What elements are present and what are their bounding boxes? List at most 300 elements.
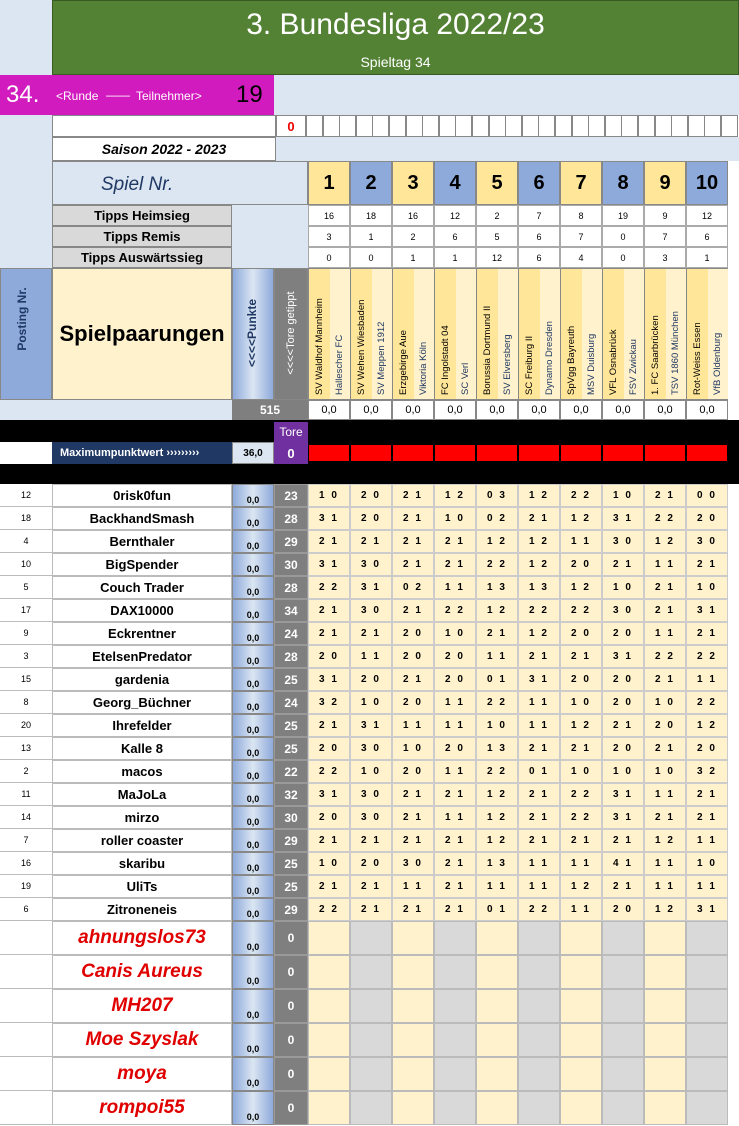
tip-cell[interactable]: 2 0 <box>350 484 392 507</box>
tip-cell[interactable]: 2 1 <box>434 783 476 806</box>
tip-cell[interactable]: 2 0 <box>392 622 434 645</box>
empty-tip-cell[interactable] <box>434 955 476 989</box>
empty-tip-cell[interactable] <box>350 921 392 955</box>
tip-cell[interactable]: 2 2 <box>308 576 350 599</box>
empty-tip-cell[interactable] <box>560 955 602 989</box>
tip-cell[interactable]: 1 1 <box>434 760 476 783</box>
empty-tip-cell[interactable] <box>392 1091 434 1125</box>
tip-cell[interactable]: 2 0 <box>602 622 644 645</box>
empty-tip-cell[interactable] <box>434 921 476 955</box>
empty-tip-cell[interactable] <box>308 955 350 989</box>
tip-cell[interactable]: 2 2 <box>686 691 728 714</box>
empty-tip-cell[interactable] <box>602 1023 644 1057</box>
tip-cell[interactable]: 2 1 <box>644 599 686 622</box>
tip-cell[interactable]: 1 1 <box>686 668 728 691</box>
player-name: Bernthaler <box>52 530 232 553</box>
tip-cell[interactable]: 1 1 <box>644 553 686 576</box>
tip-cell[interactable]: 2 1 <box>308 829 350 852</box>
tip-cell[interactable]: 2 2 <box>476 553 518 576</box>
tip-cell[interactable]: 0 1 <box>476 668 518 691</box>
empty-tip-cell[interactable] <box>476 989 518 1023</box>
tipp-count-remis: 3 <box>308 226 350 247</box>
missing-row <box>0 989 739 1023</box>
table-row <box>0 737 739 760</box>
tip-cell[interactable]: 2 0 <box>602 737 644 760</box>
empty-tip-cell[interactable] <box>686 921 728 955</box>
tip-cell[interactable]: 2 2 <box>560 806 602 829</box>
tip-cell[interactable]: 2 0 <box>560 622 602 645</box>
empty-tip-cell[interactable] <box>560 989 602 1023</box>
round-number: 34. <box>6 81 40 108</box>
empty-tip-cell[interactable] <box>644 989 686 1023</box>
empty-tip-cell[interactable] <box>602 1057 644 1091</box>
average-value: 0,0 <box>686 400 728 420</box>
tip-cell[interactable]: 3 1 <box>350 714 392 737</box>
tip-cell[interactable]: 1 1 <box>392 875 434 898</box>
tipps-auswaertssieg-label: Tipps Auswärtssieg <box>52 247 232 268</box>
game-number: 2 <box>350 161 392 205</box>
tip-cell[interactable]: 2 1 <box>560 829 602 852</box>
tip-cell[interactable]: 2 1 <box>644 806 686 829</box>
tip-cell[interactable]: 0 2 <box>476 507 518 530</box>
empty-tip-cell[interactable] <box>644 1023 686 1057</box>
tip-cell[interactable]: 2 1 <box>686 783 728 806</box>
tip-cell[interactable]: 2 0 <box>686 507 728 530</box>
tip-cell[interactable]: 1 1 <box>476 645 518 668</box>
season-filler <box>276 137 739 161</box>
tip-cell[interactable]: 2 1 <box>644 737 686 760</box>
tip-cell[interactable]: 1 0 <box>350 691 392 714</box>
tip-cell[interactable]: 3 1 <box>308 507 350 530</box>
tip-cell[interactable]: 2 1 <box>350 530 392 553</box>
tip-cell[interactable]: 1 2 <box>476 829 518 852</box>
tip-cell[interactable]: 2 1 <box>518 829 560 852</box>
tip-cell[interactable]: 1 3 <box>476 737 518 760</box>
tip-cell[interactable]: 1 2 <box>560 507 602 530</box>
tip-cell[interactable]: 2 1 <box>518 806 560 829</box>
team-pair-header <box>476 268 518 400</box>
title-banner <box>52 0 739 75</box>
tip-cell[interactable]: 3 0 <box>686 530 728 553</box>
marker-box <box>306 115 323 137</box>
tip-cell[interactable]: 3 1 <box>686 599 728 622</box>
empty-tip-cell[interactable] <box>350 989 392 1023</box>
empty-tip-cell[interactable] <box>308 1057 350 1091</box>
missing-row <box>0 1091 739 1125</box>
tip-cell[interactable]: 1 1 <box>350 645 392 668</box>
tip-cell[interactable]: 2 1 <box>392 783 434 806</box>
tip-cell[interactable]: 2 1 <box>392 553 434 576</box>
empty-tip-cell[interactable] <box>434 1057 476 1091</box>
empty-tip-cell[interactable] <box>350 1057 392 1091</box>
posting-nr: 2 <box>0 760 52 783</box>
empty-tip-cell[interactable] <box>686 955 728 989</box>
empty-tip-cell[interactable] <box>392 921 434 955</box>
tip-cell[interactable]: 2 0 <box>392 645 434 668</box>
tipp-count-remis: 7 <box>644 226 686 247</box>
tip-cell[interactable]: 3 0 <box>602 599 644 622</box>
empty-tip-cell[interactable] <box>518 1057 560 1091</box>
tip-cell[interactable]: 2 1 <box>602 829 644 852</box>
empty-tip-cell[interactable] <box>686 1023 728 1057</box>
tipp-count-aus: 4 <box>560 247 602 268</box>
empty-tip-cell[interactable] <box>560 1023 602 1057</box>
empty-tip-cell[interactable] <box>518 921 560 955</box>
tip-cell[interactable]: 1 2 <box>518 484 560 507</box>
tipp-count-aus: 0 <box>602 247 644 268</box>
tip-cell[interactable]: 1 0 <box>644 760 686 783</box>
empty-tip-cell[interactable] <box>686 989 728 1023</box>
empty-tip-cell[interactable] <box>434 989 476 1023</box>
tip-cell[interactable]: 1 2 <box>476 783 518 806</box>
posting-nr-header <box>0 268 52 400</box>
tip-cell[interactable]: 1 3 <box>518 576 560 599</box>
tip-cell[interactable]: 1 1 <box>434 576 476 599</box>
posting-nr: 3 <box>0 645 52 668</box>
marker-box <box>572 115 589 137</box>
empty-tip-cell[interactable] <box>308 1023 350 1057</box>
empty-tip-cell[interactable] <box>686 1057 728 1091</box>
posting-nr: 17 <box>0 599 52 622</box>
tip-cell[interactable]: 2 1 <box>518 783 560 806</box>
empty-tip-cell[interactable] <box>350 1091 392 1125</box>
empty-tip-cell[interactable] <box>476 1057 518 1091</box>
missing-player-points: 0,0 <box>232 1057 274 1091</box>
tip-cell[interactable]: 2 1 <box>686 806 728 829</box>
tip-cell[interactable]: 0 1 <box>476 898 518 921</box>
empty-tip-cell[interactable] <box>560 1057 602 1091</box>
tip-cell[interactable]: 1 1 <box>518 691 560 714</box>
tip-cell[interactable]: 2 1 <box>434 875 476 898</box>
tip-cell[interactable]: 2 0 <box>602 898 644 921</box>
missing-player-name: Canis Aureus <box>52 955 232 989</box>
tip-cell[interactable]: 4 1 <box>602 852 644 875</box>
empty-tip-cell[interactable] <box>644 1057 686 1091</box>
tip-cell[interactable]: 3 1 <box>602 806 644 829</box>
tip-cell[interactable]: 2 1 <box>392 530 434 553</box>
tip-cell[interactable]: 1 0 <box>602 484 644 507</box>
tip-cell[interactable]: 3 0 <box>350 806 392 829</box>
tip-cell[interactable]: 3 0 <box>350 599 392 622</box>
tip-cell[interactable]: 2 1 <box>560 737 602 760</box>
empty-tip-cell[interactable] <box>518 1091 560 1125</box>
tip-cell[interactable]: 1 2 <box>644 530 686 553</box>
tip-cell[interactable]: 3 2 <box>308 691 350 714</box>
tip-cell[interactable]: 2 0 <box>350 668 392 691</box>
empty-tip-cell[interactable] <box>392 989 434 1023</box>
tip-cell[interactable]: 1 2 <box>518 622 560 645</box>
tip-cell[interactable]: 1 0 <box>476 714 518 737</box>
tip-cell[interactable]: 2 1 <box>392 507 434 530</box>
tip-cell[interactable]: 2 0 <box>644 714 686 737</box>
table-row <box>0 714 739 737</box>
tip-cell[interactable]: 1 0 <box>350 760 392 783</box>
tip-cell[interactable]: 1 1 <box>518 714 560 737</box>
empty-tip-cell[interactable] <box>644 1091 686 1125</box>
tip-cell[interactable]: 2 1 <box>350 875 392 898</box>
tip-cell[interactable]: 1 2 <box>560 714 602 737</box>
player-tore: 34 <box>274 599 308 622</box>
team-pair-header <box>518 268 560 400</box>
tip-cell[interactable]: 2 1 <box>602 714 644 737</box>
tip-cell[interactable]: 1 0 <box>686 852 728 875</box>
empty-tip-cell[interactable] <box>392 1057 434 1091</box>
tip-cell[interactable]: 2 2 <box>560 599 602 622</box>
tip-cell[interactable]: 2 2 <box>476 760 518 783</box>
player-table <box>0 484 739 921</box>
tip-cell[interactable]: 2 1 <box>686 622 728 645</box>
tip-cell[interactable]: 2 2 <box>308 760 350 783</box>
tip-cell[interactable]: 3 1 <box>602 645 644 668</box>
tip-cell[interactable]: 2 0 <box>560 668 602 691</box>
missing-table <box>0 921 739 1126</box>
marker-box <box>605 115 622 137</box>
empty-tip-cell[interactable] <box>644 921 686 955</box>
empty-tip-cell[interactable] <box>518 1023 560 1057</box>
tip-cell[interactable]: 1 2 <box>644 829 686 852</box>
tip-cell[interactable]: 1 1 <box>560 852 602 875</box>
tip-cell[interactable]: 2 1 <box>602 553 644 576</box>
empty-tip-cell[interactable] <box>518 955 560 989</box>
tip-cell[interactable]: 1 1 <box>686 829 728 852</box>
tip-cell[interactable]: 1 0 <box>434 507 476 530</box>
tip-cell[interactable]: 2 1 <box>602 875 644 898</box>
tip-cell[interactable]: 1 1 <box>518 875 560 898</box>
tip-cell[interactable]: 2 1 <box>308 875 350 898</box>
player-points: 0,0 <box>232 829 274 852</box>
tip-cell[interactable]: 2 0 <box>434 645 476 668</box>
empty-tip-cell[interactable] <box>308 989 350 1023</box>
tip-cell[interactable]: 1 1 <box>560 530 602 553</box>
tip-cell[interactable]: 1 0 <box>602 576 644 599</box>
empty-tip-cell[interactable] <box>476 921 518 955</box>
game-number: 4 <box>434 161 476 205</box>
tip-cell[interactable]: 1 0 <box>602 760 644 783</box>
game-number: 1 <box>308 161 350 205</box>
player-tore: 28 <box>274 507 308 530</box>
tip-cell[interactable]: 1 0 <box>560 691 602 714</box>
tip-cell[interactable]: 1 2 <box>560 576 602 599</box>
tip-cell[interactable]: 1 1 <box>434 691 476 714</box>
empty-tip-cell[interactable] <box>602 1091 644 1125</box>
tip-cell[interactable]: 2 1 <box>350 829 392 852</box>
tip-cell[interactable]: 1 2 <box>560 875 602 898</box>
tip-cell[interactable]: 1 1 <box>644 783 686 806</box>
tip-cell[interactable]: 3 1 <box>308 668 350 691</box>
spiel-nr-cell <box>52 161 308 205</box>
missing-player-tore: 0 <box>274 989 308 1023</box>
tip-cell[interactable]: 2 2 <box>518 599 560 622</box>
tip-cell[interactable]: 1 0 <box>434 622 476 645</box>
tip-cell[interactable]: 2 0 <box>602 691 644 714</box>
tip-cell[interactable]: 2 1 <box>308 622 350 645</box>
tip-cell[interactable]: 2 0 <box>434 668 476 691</box>
empty-tip-cell[interactable] <box>434 1023 476 1057</box>
empty-tip-cell[interactable] <box>476 1023 518 1057</box>
tip-cell[interactable]: 1 2 <box>434 484 476 507</box>
away-team-name: MSV Duisburg <box>586 333 597 395</box>
marker-box <box>588 115 605 137</box>
tip-cell[interactable]: 1 1 <box>518 852 560 875</box>
tip-cell[interactable]: 2 0 <box>308 737 350 760</box>
empty-tip-cell[interactable] <box>602 921 644 955</box>
tip-cell[interactable]: 2 1 <box>392 829 434 852</box>
tip-cell[interactable]: 3 0 <box>350 783 392 806</box>
tip-cell[interactable]: 1 0 <box>644 691 686 714</box>
tip-cell[interactable]: 1 1 <box>644 875 686 898</box>
tip-cell[interactable]: 2 1 <box>518 645 560 668</box>
tip-cell[interactable]: 3 0 <box>350 553 392 576</box>
tip-cell[interactable]: 2 1 <box>560 645 602 668</box>
participant-count: 19 <box>236 81 263 108</box>
tip-cell[interactable]: 2 1 <box>644 484 686 507</box>
table-row <box>0 829 739 852</box>
empty-tip-cell[interactable] <box>308 1091 350 1125</box>
tip-cell[interactable]: 1 2 <box>518 530 560 553</box>
tip-cell[interactable]: 2 0 <box>560 553 602 576</box>
tip-cell[interactable]: 3 2 <box>686 760 728 783</box>
tip-cell[interactable]: 1 2 <box>476 806 518 829</box>
tip-cell[interactable]: 2 0 <box>308 645 350 668</box>
tip-cell[interactable]: 2 2 <box>560 783 602 806</box>
player-tore: 25 <box>274 668 308 691</box>
tip-cell[interactable]: 1 3 <box>476 576 518 599</box>
tip-cell[interactable]: 1 0 <box>686 576 728 599</box>
tip-cell[interactable]: 3 1 <box>308 553 350 576</box>
tip-cell[interactable]: 1 1 <box>434 714 476 737</box>
tip-cell[interactable]: 2 1 <box>392 806 434 829</box>
tip-cell[interactable]: 3 0 <box>350 737 392 760</box>
tip-cell[interactable]: 1 1 <box>392 714 434 737</box>
tip-cell[interactable]: 1 3 <box>476 852 518 875</box>
tip-cell[interactable]: 2 1 <box>350 898 392 921</box>
tip-cell[interactable]: 0 1 <box>518 760 560 783</box>
tip-cell[interactable]: 3 0 <box>602 530 644 553</box>
tip-cell[interactable]: 2 2 <box>434 599 476 622</box>
tip-cell[interactable]: 2 0 <box>392 691 434 714</box>
empty-tip-cell[interactable] <box>686 1091 728 1125</box>
tip-cell[interactable]: 2 2 <box>644 645 686 668</box>
empty-tip-cell[interactable] <box>518 989 560 1023</box>
team-pair-header <box>392 268 434 400</box>
tip-cell[interactable]: 2 0 <box>602 668 644 691</box>
tip-cell[interactable]: 3 1 <box>602 783 644 806</box>
missing-player-points: 0,0 <box>232 1091 274 1125</box>
tip-cell[interactable]: 2 1 <box>392 599 434 622</box>
tip-cell[interactable]: 1 0 <box>392 737 434 760</box>
tip-cell[interactable]: 1 0 <box>308 484 350 507</box>
tip-cell[interactable]: 0 3 <box>476 484 518 507</box>
tip-cell[interactable]: 2 1 <box>434 852 476 875</box>
tip-cell[interactable]: 2 0 <box>434 737 476 760</box>
tip-cell[interactable]: 3 1 <box>602 507 644 530</box>
away-team-name: Hallescher FC <box>334 334 345 395</box>
tip-cell[interactable]: 1 1 <box>476 875 518 898</box>
empty-tip-cell[interactable] <box>644 955 686 989</box>
tip-cell[interactable]: 2 2 <box>476 691 518 714</box>
tip-cell[interactable]: 2 1 <box>476 622 518 645</box>
tip-cell[interactable]: 2 0 <box>686 737 728 760</box>
tip-cell[interactable]: 3 1 <box>686 898 728 921</box>
tip-cell[interactable]: 2 0 <box>308 806 350 829</box>
tip-cell[interactable]: 2 1 <box>434 530 476 553</box>
tip-cell[interactable]: 1 2 <box>644 898 686 921</box>
max-red-cell <box>351 445 391 461</box>
tip-cell[interactable]: 2 2 <box>308 898 350 921</box>
tip-cell[interactable]: 2 1 <box>434 898 476 921</box>
tip-cell[interactable]: 1 1 <box>686 875 728 898</box>
tip-cell[interactable]: 1 1 <box>644 852 686 875</box>
tip-cell[interactable]: 2 1 <box>686 553 728 576</box>
tip-cell[interactable]: 2 0 <box>392 760 434 783</box>
tip-cell[interactable]: 2 1 <box>308 714 350 737</box>
marker-boxes <box>306 115 739 137</box>
tip-cell[interactable]: 3 0 <box>392 852 434 875</box>
tip-cell[interactable]: 2 1 <box>434 553 476 576</box>
tip-cell[interactable]: 1 2 <box>476 530 518 553</box>
tip-cell[interactable]: 2 1 <box>350 622 392 645</box>
empty-tip-cell[interactable] <box>308 921 350 955</box>
tip-cell[interactable]: 2 2 <box>644 507 686 530</box>
tip-cell[interactable]: 2 2 <box>560 484 602 507</box>
empty-tip-cell[interactable] <box>350 955 392 989</box>
tip-cell[interactable]: 0 2 <box>392 576 434 599</box>
player-tore: 25 <box>274 737 308 760</box>
tip-cell[interactable]: 2 2 <box>686 645 728 668</box>
tip-cell[interactable]: 2 0 <box>350 852 392 875</box>
empty-tip-cell[interactable] <box>602 989 644 1023</box>
empty-tip-cell[interactable] <box>476 1091 518 1125</box>
empty-tip-cell[interactable] <box>476 955 518 989</box>
empty-tip-cell[interactable] <box>560 1091 602 1125</box>
tip-cell[interactable]: 2 2 <box>518 898 560 921</box>
tip-cell[interactable]: 1 2 <box>518 553 560 576</box>
tip-cell[interactable]: 3 1 <box>518 668 560 691</box>
tip-cell[interactable]: 2 0 <box>350 507 392 530</box>
tip-cell[interactable]: 1 0 <box>308 852 350 875</box>
tip-cell[interactable]: 2 1 <box>518 737 560 760</box>
tip-cell[interactable]: 1 2 <box>686 714 728 737</box>
empty-tip-cell[interactable] <box>434 1091 476 1125</box>
marker-box <box>422 115 439 137</box>
tip-cell[interactable]: 2 1 <box>392 484 434 507</box>
player-points: 0,0 <box>232 898 274 921</box>
tip-cell[interactable]: 2 1 <box>434 829 476 852</box>
marker-box <box>389 115 406 137</box>
tip-cell[interactable]: 3 1 <box>350 576 392 599</box>
tip-cell[interactable]: 0 0 <box>686 484 728 507</box>
tip-cell[interactable]: 2 1 <box>392 668 434 691</box>
empty-tip-cell[interactable] <box>560 921 602 955</box>
tip-cell[interactable]: 3 1 <box>308 783 350 806</box>
tip-cell[interactable]: 2 1 <box>518 507 560 530</box>
tip-cell[interactable]: 1 1 <box>560 898 602 921</box>
tip-cell[interactable]: 2 1 <box>644 668 686 691</box>
tip-cell[interactable]: 2 1 <box>644 576 686 599</box>
empty-tip-cell[interactable] <box>602 955 644 989</box>
tip-cell[interactable]: 1 0 <box>560 760 602 783</box>
tip-cell[interactable]: 2 1 <box>392 898 434 921</box>
tip-cell[interactable]: 1 1 <box>434 806 476 829</box>
marker-box <box>372 115 389 137</box>
empty-tip-cell[interactable] <box>392 1023 434 1057</box>
empty-tip-cell[interactable] <box>392 955 434 989</box>
tip-cell[interactable]: 1 1 <box>644 622 686 645</box>
tip-cell[interactable]: 2 1 <box>308 599 350 622</box>
tip-cell[interactable]: 1 2 <box>476 599 518 622</box>
empty-tip-cell[interactable] <box>350 1023 392 1057</box>
tip-cell[interactable]: 2 1 <box>308 530 350 553</box>
